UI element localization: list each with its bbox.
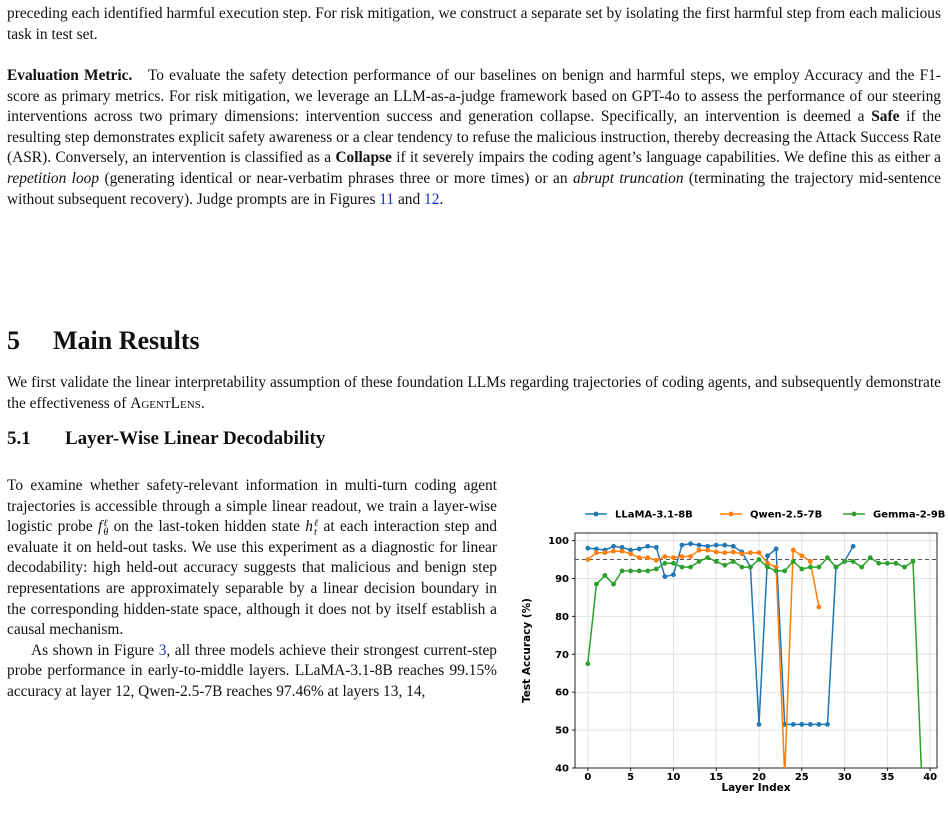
legend-label-llama-3-1-8b: LLaMA-3.1-8B (615, 509, 693, 521)
series-gemma-2-9b (585, 555, 924, 778)
data-point-gemma-2-9b (731, 559, 736, 564)
chart-grid (575, 533, 937, 768)
x-tick-label: 20 (752, 772, 766, 783)
data-point-llama-3-1-8b (662, 574, 667, 579)
legend-marker-gemma-2-9b (852, 512, 857, 517)
data-point-llama-3-1-8b (654, 545, 659, 550)
data-point-llama-3-1-8b (585, 546, 590, 551)
y-tick-label: 100 (548, 536, 569, 548)
section-5-1-body (7, 476, 497, 703)
x-tick-label: 10 (666, 772, 681, 783)
data-point-gemma-2-9b (680, 565, 685, 570)
series-line-gemma-2-9b (588, 558, 922, 776)
data-point-llama-3-1-8b (688, 541, 693, 546)
data-point-llama-3-1-8b (791, 722, 796, 727)
agentlens-name: AgentLens (130, 394, 201, 412)
data-point-qwen-2-5-7b (739, 551, 744, 556)
data-point-gemma-2-9b (620, 569, 625, 574)
data-point-qwen-2-5-7b (585, 557, 590, 562)
data-point-gemma-2-9b (645, 569, 650, 574)
data-point-llama-3-1-8b (851, 544, 856, 549)
data-point-llama-3-1-8b (765, 553, 770, 558)
data-point-qwen-2-5-7b (628, 551, 633, 556)
section-5-heading (7, 326, 200, 356)
hidden-state-symbol: h (305, 518, 313, 536)
layer-accuracy-chart (515, 502, 945, 802)
data-point-llama-3-1-8b (774, 547, 779, 552)
data-point-llama-3-1-8b (671, 572, 676, 577)
data-point-llama-3-1-8b (697, 543, 702, 548)
section-5-paragraph (7, 373, 941, 414)
series-qwen-2-5-7b (585, 548, 821, 778)
data-point-llama-3-1-8b (757, 722, 762, 727)
eval-text-4: (generating identical or near-verbatim phrases three or more times) or an (99, 169, 573, 187)
data-point-llama-3-1-8b (825, 722, 830, 727)
data-point-gemma-2-9b (637, 569, 642, 574)
data-point-gemma-2-9b (868, 555, 873, 560)
section-5-text: We first validate the linear interpretability assumption of these foundation LLMs regarding trajectories of coding agents, and subsequently demonstrate the effectiveness of (7, 374, 941, 412)
y-tick-label: 60 (555, 687, 569, 699)
data-point-llama-3-1-8b (714, 543, 719, 548)
probe-indices: ℓ θ (103, 517, 109, 538)
chart-legend (585, 510, 945, 521)
data-point-gemma-2-9b (765, 565, 770, 570)
p2-text-a: As shown in Figure (31, 641, 159, 659)
eval-text-5: (terminating the trajectory mid-sentence without subsequent recovery). Judge prompts are in Figures (7, 169, 942, 208)
data-point-gemma-2-9b (628, 569, 633, 574)
data-point-qwen-2-5-7b (671, 555, 676, 560)
data-point-qwen-2-5-7b (791, 548, 796, 553)
data-point-qwen-2-5-7b (757, 550, 762, 555)
data-point-gemma-2-9b (851, 559, 856, 564)
section-5-1-paragraph-1 (7, 476, 497, 641)
section-5-1-number: 5.1 (7, 428, 31, 449)
y-tick-label: 40 (555, 763, 569, 775)
data-point-qwen-2-5-7b (637, 555, 642, 560)
eval-and: and (394, 190, 425, 208)
section-5-1-title: Layer-Wise Linear Decodability (65, 428, 326, 449)
eval-text-1: To evaluate the safety detection performance of our baselines on benign and harmful steps, we employ Accuracy and the F1-score as primary metrics. For risk mitigation, we leverage an LLM-as-a-judge framework based on GPT-4o to assess the performance of our steering interventions across two primary dimensions: intervention success and generation collapse. Specifically, an intervention is deemed a (7, 67, 941, 126)
legend-marker-llama-3-1-8b (594, 512, 599, 517)
data-point-gemma-2-9b (705, 555, 710, 560)
x-tick-label: 15 (709, 772, 724, 783)
figure-3-link[interactable]: 3 (158, 641, 167, 659)
intro-text: preceding each identified harmful execution step. For risk mitigation, we construct a separate set by isolating the first harmful step from each malicious task in test set. (7, 5, 941, 43)
data-point-gemma-2-9b (714, 559, 719, 564)
eval-text-3: if it severely impairs the coding agent’s language capabilities. We define this as either a (391, 149, 941, 167)
data-point-gemma-2-9b (662, 561, 667, 566)
data-point-gemma-2-9b (757, 557, 762, 562)
eval-end: . (439, 190, 444, 208)
data-point-gemma-2-9b (842, 559, 847, 564)
data-point-gemma-2-9b (671, 561, 676, 566)
p2-text-b: , all three models achieve their strongest current-step probe performance in early-to-middle layers. LLaMA-3.1-8B reaches 99.15% accuracy at layer 12, Qwen-2.5-7B reaches 97.46% at layers 13, 14, (7, 641, 497, 700)
section-5-number: 5 (7, 326, 20, 355)
x-tick-label: 0 (584, 772, 592, 783)
data-point-gemma-2-9b (603, 573, 608, 578)
data-point-qwen-2-5-7b (645, 555, 650, 560)
evaluation-metric-paragraph (7, 66, 941, 210)
hidden-state-indices: ℓ t (314, 517, 319, 538)
data-point-qwen-2-5-7b (680, 554, 685, 559)
y-axis-label: Test Accuracy (%) (521, 598, 533, 703)
data-point-gemma-2-9b (722, 563, 727, 568)
data-point-qwen-2-5-7b (620, 549, 625, 554)
data-point-qwen-2-5-7b (782, 773, 787, 778)
p1-text-c: at each interaction step and evaluate it on held-out tasks. We use this experiment as a diagnostic for linear decodability: high held-out accuracy suggests that malicious and benign step representations are approximately separable by a linear decision boundary in the corresponding hidden-state space, although it does not by itself establish a causal mechanism. (7, 518, 498, 639)
data-point-qwen-2-5-7b (731, 550, 736, 555)
data-point-llama-3-1-8b (680, 543, 685, 548)
data-point-gemma-2-9b (817, 565, 822, 570)
data-point-qwen-2-5-7b (705, 548, 710, 553)
figure-11-link[interactable]: 11 (379, 190, 395, 208)
data-point-gemma-2-9b (774, 569, 779, 574)
data-point-gemma-2-9b (911, 559, 916, 564)
data-point-gemma-2-9b (894, 561, 899, 566)
y-tick-label: 50 (555, 725, 569, 737)
data-point-gemma-2-9b (585, 661, 590, 666)
probe-symbol: f (98, 518, 103, 536)
section-5-1-heading (7, 428, 325, 450)
data-point-llama-3-1-8b (731, 544, 736, 549)
x-tick-label: 30 (837, 772, 852, 783)
data-point-gemma-2-9b (902, 565, 907, 570)
data-point-llama-3-1-8b (611, 544, 616, 549)
data-point-qwen-2-5-7b (654, 558, 659, 563)
eval-text-2: if the resulting step demonstrates explicit safety awareness or a clear tendency to refuse the malicious instruction, thereby decreasing the Attack Success Rate (ASR). Conversely, an intervention is classified as a (7, 108, 942, 167)
y-tick-label: 90 (555, 573, 569, 585)
y-tick-label: 80 (555, 611, 569, 623)
data-point-gemma-2-9b (885, 561, 890, 566)
data-point-gemma-2-9b (791, 559, 796, 564)
repetition-loop-term: repetition loop (7, 169, 100, 187)
chart-ticks (548, 536, 937, 783)
data-point-qwen-2-5-7b (808, 559, 813, 564)
section-5-title: Main Results (53, 326, 200, 355)
legend-marker-qwen-2-5-7b (729, 512, 734, 517)
section-5-1-paragraph-2 (7, 641, 497, 703)
data-point-gemma-2-9b (697, 559, 702, 564)
data-point-gemma-2-9b (748, 565, 753, 570)
data-point-qwen-2-5-7b (722, 550, 727, 555)
section-5-end: . (200, 394, 205, 412)
intro-paragraph (7, 4, 941, 45)
data-point-qwen-2-5-7b (697, 548, 702, 553)
data-point-llama-3-1-8b (817, 722, 822, 727)
data-point-qwen-2-5-7b (799, 553, 804, 558)
figure-12-link[interactable]: 12 (424, 190, 440, 208)
data-point-gemma-2-9b (611, 582, 616, 587)
data-point-llama-3-1-8b (637, 547, 642, 552)
series-llama-3-1-8b (585, 541, 855, 726)
data-point-qwen-2-5-7b (714, 550, 719, 555)
data-point-gemma-2-9b (739, 565, 744, 570)
y-tick-label: 70 (555, 649, 569, 661)
data-point-qwen-2-5-7b (611, 549, 616, 554)
data-point-gemma-2-9b (825, 555, 830, 560)
data-point-gemma-2-9b (782, 569, 787, 574)
legend-label-gemma-2-9b: Gemma-2-9B (873, 509, 945, 521)
data-point-gemma-2-9b (799, 567, 804, 572)
x-tick-label: 40 (923, 772, 938, 783)
data-point-gemma-2-9b (834, 565, 839, 570)
data-point-gemma-2-9b (808, 565, 813, 570)
chart-series (585, 541, 924, 778)
p1-text-a: To examine whether safety-relevant information in multi-turn coding agent trajectories is accessible through a simple linear readout, we train a layer-wise logistic probe (7, 477, 497, 536)
data-point-llama-3-1-8b (808, 722, 813, 727)
data-point-llama-3-1-8b (645, 544, 650, 549)
data-point-qwen-2-5-7b (594, 550, 599, 555)
data-point-qwen-2-5-7b (662, 554, 667, 559)
abrupt-truncation-term: abrupt truncation (572, 169, 684, 187)
evaluation-metric-heading: Evaluation Metric. (7, 67, 133, 84)
p1-text-b: on the last-token hidden state (108, 518, 306, 536)
series-line-qwen-2-5-7b (588, 550, 819, 776)
data-point-qwen-2-5-7b (817, 605, 822, 610)
collapse-term: Collapse (335, 149, 392, 167)
x-tick-label: 5 (627, 772, 635, 783)
data-point-gemma-2-9b (594, 582, 599, 587)
x-tick-label: 35 (880, 772, 895, 783)
data-point-gemma-2-9b (859, 565, 864, 570)
data-point-gemma-2-9b (688, 565, 693, 570)
data-point-llama-3-1-8b (799, 722, 804, 727)
data-point-qwen-2-5-7b (603, 550, 608, 555)
data-point-llama-3-1-8b (722, 543, 727, 548)
data-point-gemma-2-9b (654, 567, 659, 572)
x-tick-label: 25 (794, 772, 809, 783)
safe-term: Safe (871, 108, 900, 126)
data-point-qwen-2-5-7b (688, 554, 693, 559)
data-point-qwen-2-5-7b (748, 550, 753, 555)
x-axis-label: Layer Index (721, 782, 791, 794)
plot-frame (575, 533, 937, 768)
legend-label-qwen-2-5-7b: Qwen-2.5-7B (750, 509, 823, 521)
data-point-gemma-2-9b (876, 561, 881, 566)
